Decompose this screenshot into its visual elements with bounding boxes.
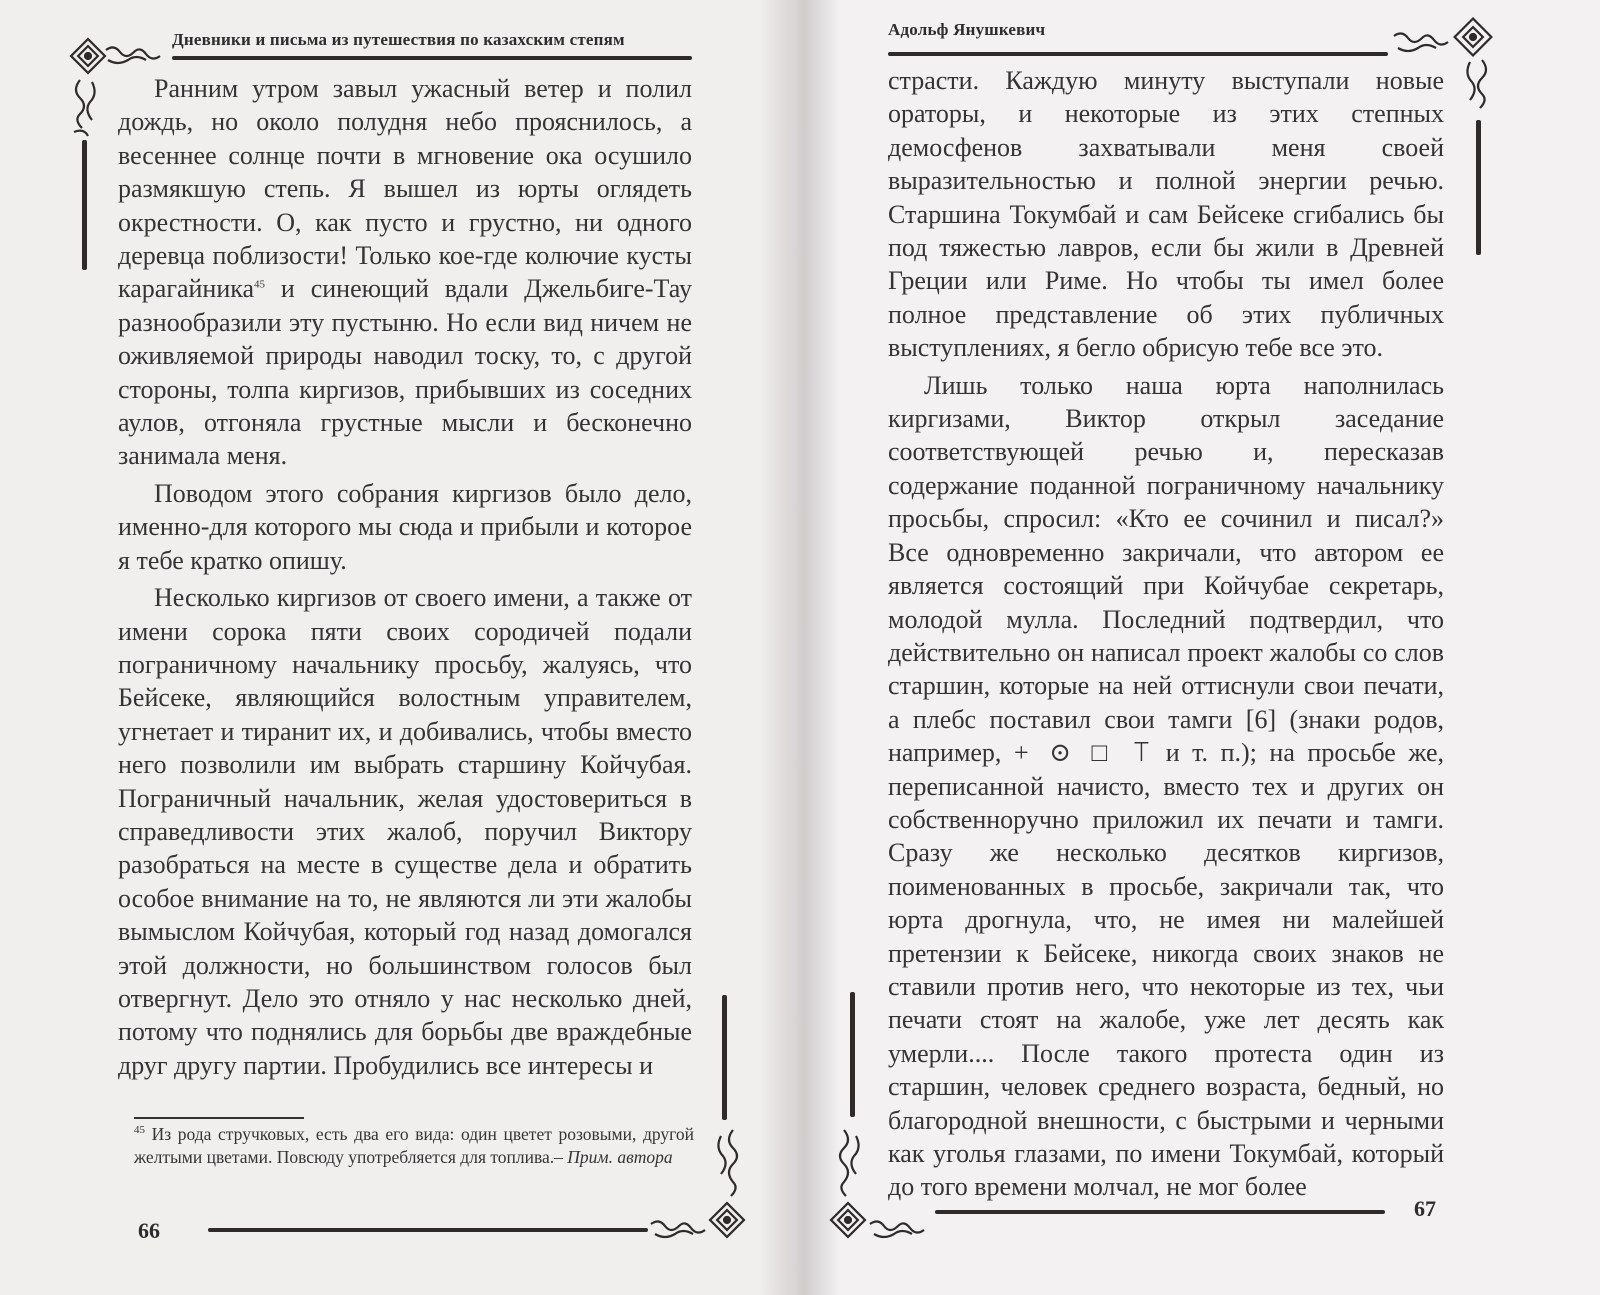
tamga-signs: + ⊙ □ ⟙ (1013, 738, 1154, 768)
right-body-text (888, 64, 1444, 1204)
bottom-right-ornament (645, 1120, 750, 1250)
footnote-text: Из рода стручковых, есть два его вида: один цветет розовыми, другой желтыми цветами. Повсюду употребляется для топлива.– (134, 1124, 694, 1167)
header-rule-left (172, 56, 692, 60)
book-gutter (760, 0, 840, 1295)
paragraph-text: Лишь только наша юрта наполнилась киргизами, Виктор открыл заседание соответствующей речью и, пересказав содержание поданной пограничному начальнику просьбы, спросил: «Кто ее сочинил и писал?» Все одновременно закричали, что автором ее является состоящий при Койчубае секретарь, молодой мулла. Последний подтвердил, что действительно он написал проект жалобы со слов старшин, которые на ней оттиснули свои печати, а плебс поставил свои тамги [6] (знаки родов, например, (888, 370, 1444, 768)
footnote-attribution: Прим. автора (567, 1147, 673, 1167)
footnote (134, 1123, 694, 1169)
paragraph (888, 369, 1444, 1204)
paragraph-text: Ранним утром завыл ужасный ветер и полил дождь, но около полудня небо прояснилось, а весеннее солнце почти в мгновение ока осушило размякшую степь. Я вышел из юрты оглядеть окрестности. О, как пусто и грустно, ни одного деревца поблизости! Только кое-где колючие кусты карагайника (118, 74, 692, 304)
paragraph-text: и т. п.); на просьбе же, переписанной начисто, вместо тех и других он собственноручно приложил их печати и тамги. Сразу же несколько десятков киргизов, поименованных в просьбе, закричали так, что юрта дрогнула, что, не имея ни малейшей претензии к Бейсеке, никогда своих знаков не ставили против него, что некоторые из тех, чьи печати стоят на жалобе, уже лет десять как умерли.... После такого протеста один из старшин, человек среднего возраста, бедный, но благородной внешности, с быстрыми и черными как уголья глазами, по имени Токумбай, который до того времени молчал, не мог более (888, 738, 1444, 1202)
left-margin-bar (82, 140, 87, 270)
left-margin-bar-right-page (850, 992, 855, 1117)
right-margin-bar-right-page (1476, 120, 1481, 255)
paragraph (118, 72, 692, 473)
paragraph: Поводом этого собрания киргизов было дело, именно-для которого мы сюда и прибыли и которое я тебе кратко опишу. (118, 478, 692, 575)
page-number-left: 66 (138, 1218, 160, 1243)
footnote-reference: 45 (254, 278, 266, 291)
bottom-left-ornament (826, 1122, 936, 1250)
running-head-right: Адольф Янушкевич (888, 20, 1046, 39)
header-rule-right (888, 52, 1388, 56)
page-number-right: 67 (1414, 1196, 1436, 1221)
footnote-separator (134, 1117, 304, 1119)
footer-rule-right (935, 1210, 1385, 1214)
footnote-number: 45 (134, 1124, 145, 1137)
paragraph: страсти. Каждую минуту выступали новые ораторы, и некоторые из этих степных демосфенов захватывали меня своей выразительностью и полной энергии речью. Старшина Токумбай и сам Бейсеке сгибались бы под тяжестью лавров, если бы жили в Древней Греции или Риме. Но чтобы ты имел более полное представление об этих публичных выступлениях, я бегло обрисую тебе все это. (888, 66, 1444, 363)
right-margin-bar-left-page (722, 995, 727, 1120)
footer-rule-left (208, 1228, 648, 1232)
running-head-left: Дневники и письма из путешествия по казахским степям (172, 30, 625, 49)
paragraph: Несколько киргизов от своего имени, а также от имени сорока пяти своих сородичей подали пограничному начальнику просьбу, жалуясь, что Бейсеке, являющийся волостным управителем, угнетает и тиранит их, и добивались, чтобы вместо него позволили им выбрать старшину Койчубая. Пограничный начальник, желая удостовериться в справедливости этих жалоб, поручил Виктору разобраться на месте в существе дела и обратить особое внимание на то, не являются ли эти жалобы вымыслом Койчубая, который год назад домогался этой должности, но большинством голосов был отвергнут. Дело это отняло у нас несколько дней, потому что поднялись для борьбы две враждебные друг другу партии. Пробудились все интересы и (118, 583, 692, 1080)
left-body-text (118, 72, 692, 1082)
paragraph-text: и синеющий вдали Джельбиге-Тау разнообразили эту пустыню. Но если вид ничем не оживляемой природы наводил тоску, то, с другой стороны, толпа киргизов, прибывших из соседних аулов, отгоняла грустные мысли и бесконечно занимала меня. (118, 274, 692, 471)
